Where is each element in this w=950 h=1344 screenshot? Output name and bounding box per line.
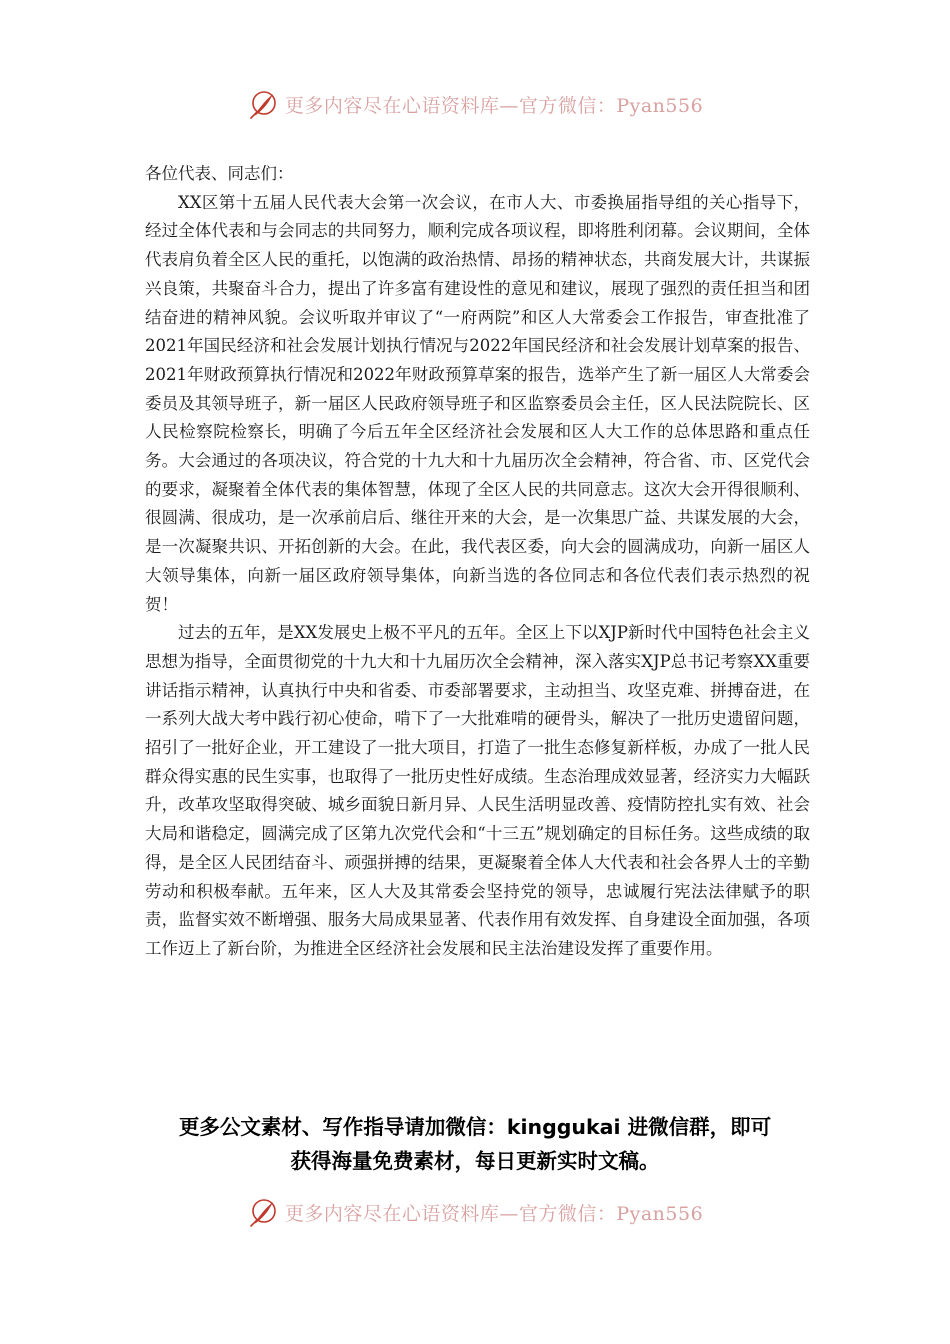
footer-watermark: [0, 1192, 950, 1232]
document-body: [145, 160, 810, 964]
quill-logo-icon: [247, 88, 279, 120]
watermark-text: 更多内容尽在心语资料库—官方微信：Pyan556: [284, 94, 704, 117]
promo-notice: [0, 1110, 950, 1178]
quill-logo-icon: [247, 1196, 279, 1228]
watermark-text: 更多内容尽在心语资料库—官方微信：Pyan556: [284, 1202, 704, 1225]
paragraph-1: XX区第十五届人民代表大会第一次会议，在市人大、市委换届指导组的关心指导下，经过全体代表和与会同志的共同努力，顺利完成各项议程，即将胜利闭幕。会议期间，全体代表肩负着全区人民的重托，以饱满的政治热情、昂扬的精神状态，共商发展大计，共谋振兴良策，共聚奋斗合力，提出了许多富有建设性的意见和建议，展现了强烈的责任担当和团结奋进的精神风貌。会议听取并审议了“一府两院”和区人大常委会工作报告，审查批准了2021年国民经济和社会发展计划执行情况与2022年国民经济和社会发展计划草案的报告、2021年财政预算执行情况和2022年财政预算草案的报告，选举产生了新一届区人大常委会委员及其领导班子，新一届区人民政府领导班子和区监察委员会主任，区人民法院院长、区人民检察院检察长，明确了今后五年全区经济社会发展和区人大工作的总体思路和重点任务。大会通过的各项决议，符合党的十九大和十九届历次全会精神，符合省、市、区党代会的要求，凝聚着全体代表的集体智慧，体现了全区人民的共同意志。这次大会开得很顺利、很圆满、很成功，是一次承前启后、继往开来的大会，是一次集思广益、共谋发展的大会，是一次凝聚共识、开拓创新的大会。在此，我代表区委，向大会的圆满成功，向新一届区人大领导集体，向新一届区政府领导集体，向新当选的各位同志和各位代表们表示热烈的祝贺！: [145, 192, 810, 614]
header-watermark: [0, 84, 950, 124]
promo-line-2: 获得海量免费素材，每日更新实时文稿。: [290, 1149, 660, 1173]
salutation: 各位代表、同志们：: [145, 164, 294, 183]
promo-line-1: 更多公文素材、写作指导请加微信：kinggukai 进微信群，即可: [178, 1115, 772, 1139]
paragraph-2: 过去的五年，是XX发展史上极不平凡的五年。全区上下以XJP新时代中国特色社会主义思想为指导，全面贯彻党的十九大和十九届历次全会精神，深入落实XJP总书记考察XX重要讲话指示精神，认真执行中央和省委、市委部署要求，主动担当、攻坚克难、拼搏奋进，在一系列大战大考中践行初心使命，啃下了一大批难啃的硬骨头，解决了一批历史遗留问题，招引了一批好企业，开工建设了一批大项目，打造了一批生态修复新样板，办成了一批人民群众得实惠的民生实事，也取得了一批历史性好成绩。生态治理成效显著，经济实力大幅跃升，改革攻坚取得突破、城乡面貌日新月异、人民生活明显改善、疫情防控扎实有效、社会大局和谐稳定，圆满完成了区第九次党代会和“十三五”规划确定的目标任务。这些成绩的取得，是全区人民团结奋斗、顽强拼搏的结果，更凝聚着全体人大代表和社会各界人士的辛勤劳动和积极奉献。五年来，区人大及其常委会坚持党的领导，忠诚履行宪法法律赋予的职责，监督实效不断增强、服务大局成果显著、代表作用有效发挥、自身建设全面加强，各项工作迈上了新台阶，为推进全区经济社会发展和民主法治建设发挥了重要作用。: [145, 623, 810, 958]
